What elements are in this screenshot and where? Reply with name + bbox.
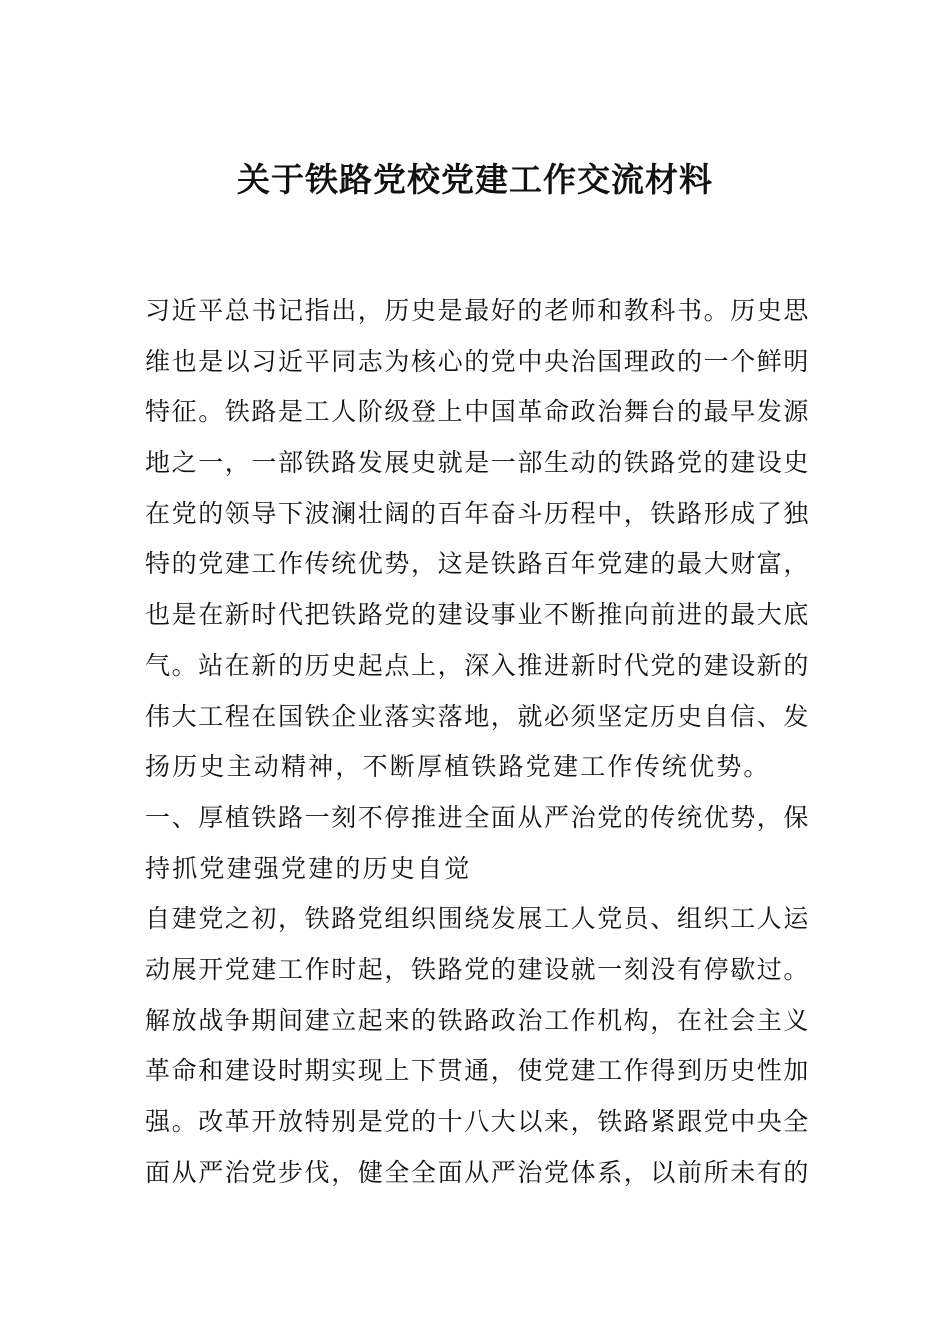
body-line-1: 习近平总书记指出，历史是最好的老师和教科书。历史思	[145, 296, 810, 325]
body-line-9: 伟大工程在国铁企业落实落地，就必须坚定历史自信、发	[145, 701, 810, 731]
body-line-7: 也是在新时代把铁路党的建设事业不断推向前进的最大底	[145, 600, 810, 630]
section-heading-line-2: 持抓党建强党建的历史自觉	[145, 853, 472, 883]
body-line-6: 特的党建工作传统优势，这是铁路百年党建的最大财富，	[145, 549, 810, 579]
body-line-8: 气。站在新的历史起点上，深入推进新时代党的建设新的	[145, 650, 810, 680]
body-line-5: 在党的领导下波澜壮阔的百年奋斗历程中，铁路形成了独	[145, 498, 810, 528]
body-line-4: 地之一，一部铁路发展史就是一部生动的铁路党的建设史	[145, 448, 810, 478]
section-heading-line-1: 一、厚植铁路一刻不停推进全面从严治党的传统优势，保	[145, 802, 810, 832]
body-line-18: 面从严治党步伐，健全全面从严治党体系，以前所未有的	[145, 1157, 810, 1187]
body-line-10: 扬历史主动精神，不断厚植铁路党建工作传统优势。	[145, 752, 771, 782]
body-line-3: 特征。铁路是工人阶级登上中国革命政治舞台的最早发源	[145, 397, 810, 427]
body-line-2: 维也是以习近平同志为核心的党中央治国理政的一个鲜明	[145, 346, 810, 376]
body-line-15: 解放战争期间建立起来的铁路政治工作机构，在社会主义	[145, 1005, 810, 1035]
body-line-17: 强。改革开放特别是党的十八大以来，铁路紧跟党中央全	[145, 1107, 810, 1136]
body-line-16: 革命和建设时期实现上下贯通，使党建工作得到历史性加	[145, 1056, 810, 1086]
document-title: 关于铁路党校党建工作交流材料	[237, 160, 713, 199]
body-line-14: 动展开党建工作时起，铁路党的建设就一刻没有停歇过。	[145, 954, 810, 984]
document-body	[145, 286, 810, 1198]
body-line-13: 自建党之初，铁路党组织围绕发展工人党员、组织工人运	[145, 904, 810, 934]
